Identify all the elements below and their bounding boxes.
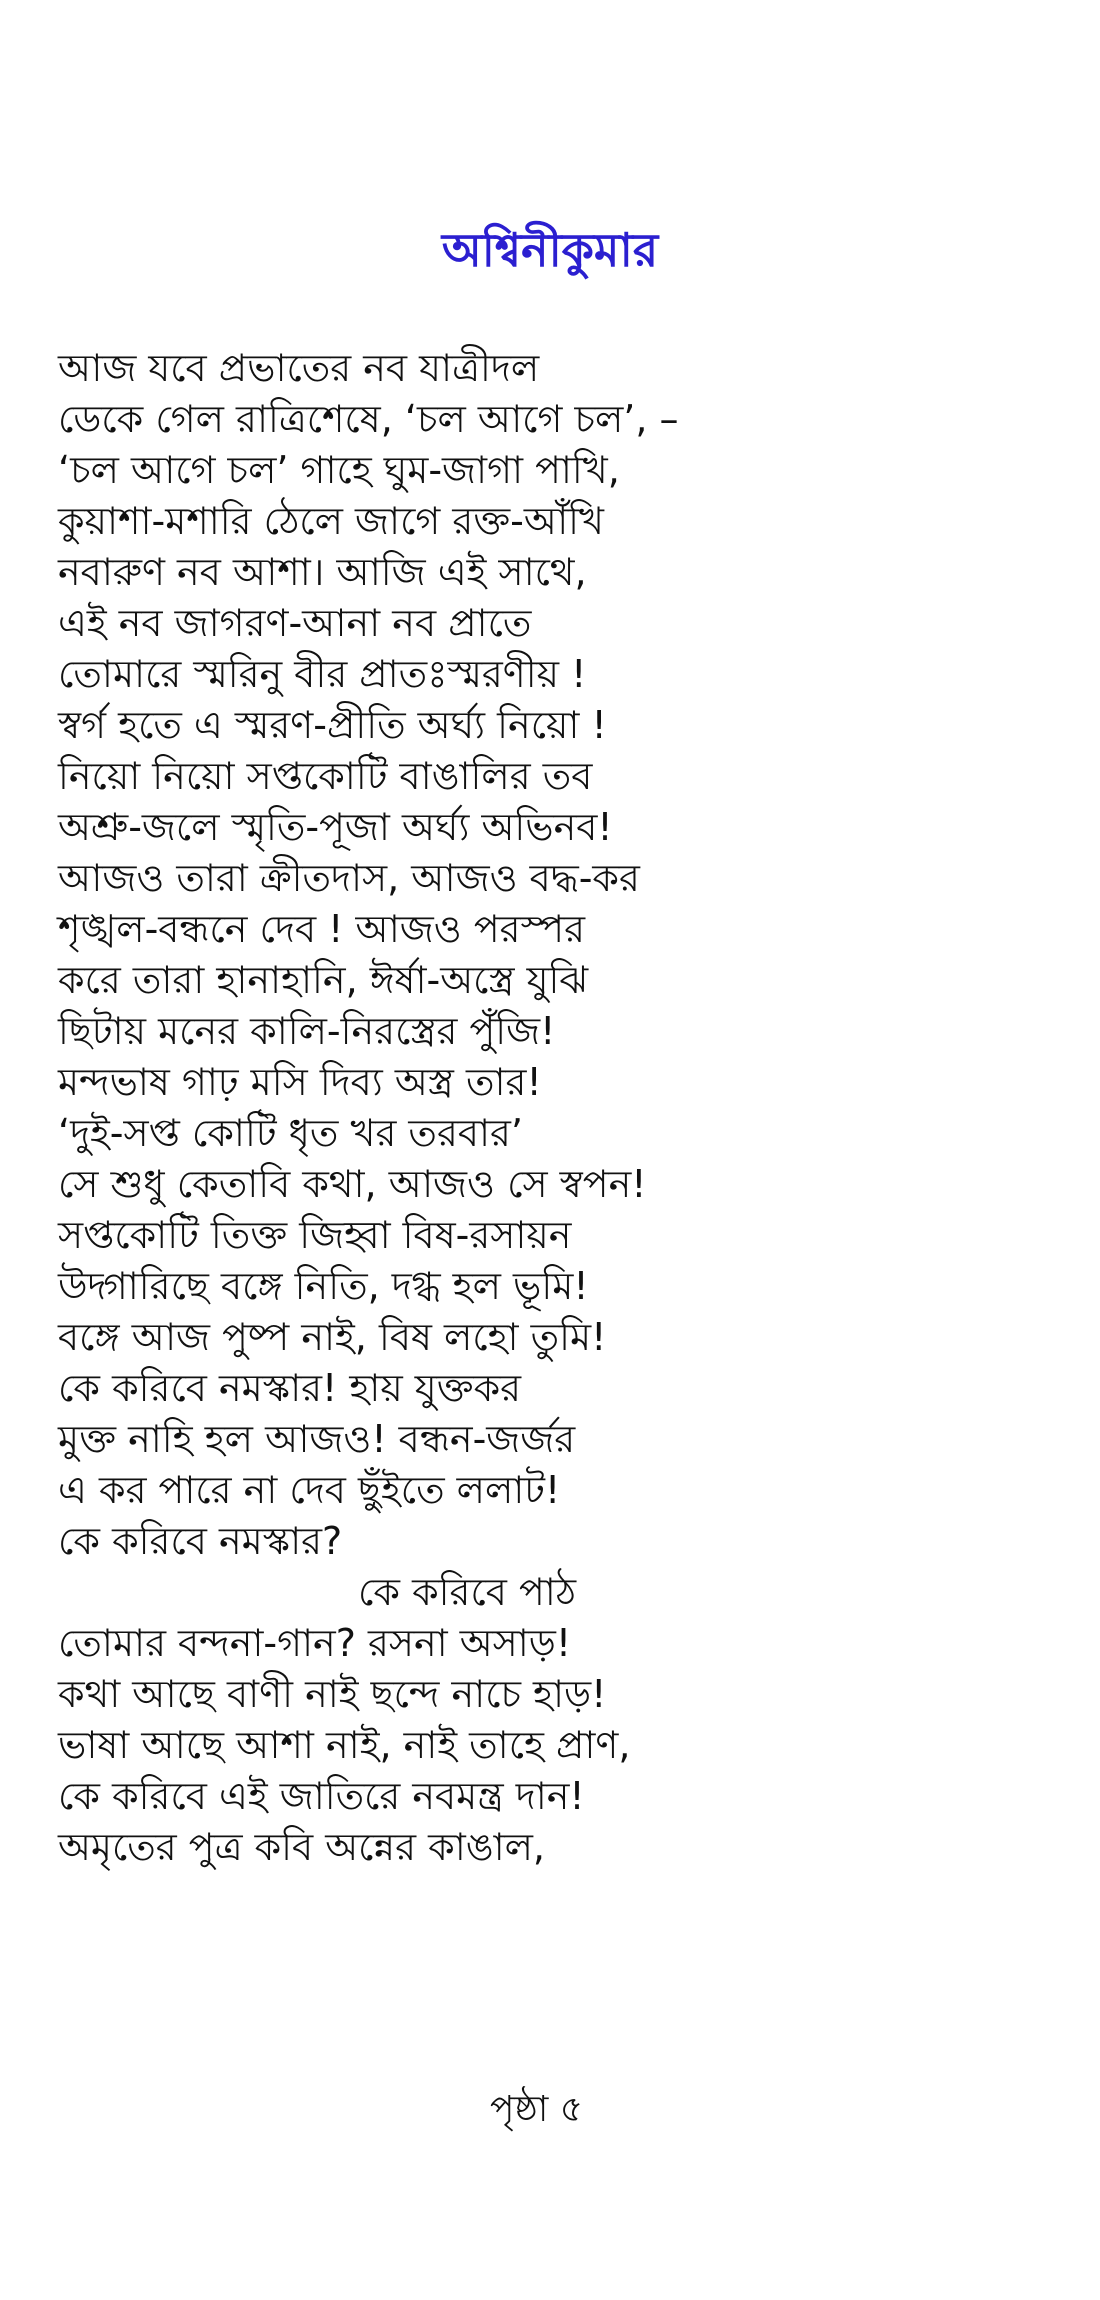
poem-line: আজ যবে প্রভাতের নব যাত্রীদল: [58, 346, 540, 390]
poem-line: আজও তারা ক্রীতদাস, আজও বদ্ধ-কর: [58, 856, 640, 900]
poem-line: ‘দুই-সপ্ত কোটি ধৃত খর তরবার’: [58, 1111, 524, 1155]
poem-line: ‘চল আগে চল’ গাহে ঘুম-জাগা পাখি,: [58, 448, 620, 492]
poem-line: ভাষা আছে আশা নাই, নাই তাহে প্রাণ,: [58, 1723, 631, 1767]
page-number: পৃষ্ঠা ৫: [490, 2089, 584, 2130]
poem-body: [58, 343, 1058, 1873]
poem-line: সে শুধু কেতাবি কথা, আজও সে স্বপন!: [58, 1162, 647, 1206]
poem-line: এই নব জাগরণ-আনা নব প্রাতে: [58, 601, 532, 645]
poem-line: সপ্তকোটি তিক্ত জিহ্বা বিষ-রসায়ন: [58, 1213, 572, 1257]
poem-line: বঙ্গে আজ পুষ্প নাই, বিষ লহো তুমি!: [58, 1315, 607, 1359]
poem-line: নবারুণ নব আশা। আজি এই সাথে,: [58, 550, 587, 594]
poem-line: স্বর্গ হতে এ স্মরণ-প্রীতি অর্ঘ্য নিয়ো !: [58, 703, 607, 747]
poem-line: অমৃতের পুত্র কবি অন্নের কাঙাল,: [58, 1825, 545, 1869]
poem-line: ছিটায় মনের কালি-নিরস্ত্রের পুঁজি!: [58, 1009, 556, 1053]
poem-line: কে করিবে নমস্কার?: [58, 1519, 343, 1563]
poem-line: কথা আছে বাণী নাই ছন্দে নাচে হাড়!: [58, 1672, 607, 1716]
poem-line: মন্দভাষ গাঢ় মসি দিব্য অস্ত্র তার!: [58, 1060, 542, 1104]
poem-line: কে করিবে এই জাতিরে নবমন্ত্র দান!: [58, 1774, 585, 1818]
poem-line: এ কর পারে না দেব ছুঁইতে ললাট!: [58, 1468, 561, 1512]
poem-line: ডেকে গেল রাত্রিশেষে, ‘চল আগে চল’, –: [58, 397, 679, 441]
poem-title: অশ্বিনীকুমার: [441, 223, 659, 277]
poem-line: মুক্ত নাহি হল আজও! বন্ধন-জর্জর: [58, 1417, 576, 1461]
poem-line: তোমার বন্দনা-গান? রসনা অসাড়!: [58, 1621, 572, 1665]
poem-line: অশ্রু-জলে স্মৃতি-পূজা অর্ঘ্য অভিনব!: [58, 805, 613, 849]
poem-line-indented: কে করিবে পাঠ: [358, 1570, 577, 1614]
poem-line: করে তারা হানাহানি, ঈর্ষা-অস্ত্রে যুঝি: [58, 958, 589, 1002]
poem-line: তোমারে স্মরিনু বীর প্রাতঃস্মরণীয় !: [58, 652, 587, 696]
poem-line: শৃঙ্খল-বন্ধনে দেব ! আজও পরস্পর: [58, 907, 586, 951]
poem-line: নিয়ো নিয়ো সপ্তকোটি বাঙালির তব: [58, 754, 593, 798]
poem-line: কুয়াশা-মশারি ঠেলে জাগে রক্ত-আঁখি: [58, 499, 604, 543]
poem-line: কে করিবে নমস্কার! হায় যুক্তকর: [58, 1366, 522, 1410]
poem-line: উদ্গারিছে বঙ্গে নিতি, দগ্ধ হল ভূমি!: [58, 1264, 589, 1308]
